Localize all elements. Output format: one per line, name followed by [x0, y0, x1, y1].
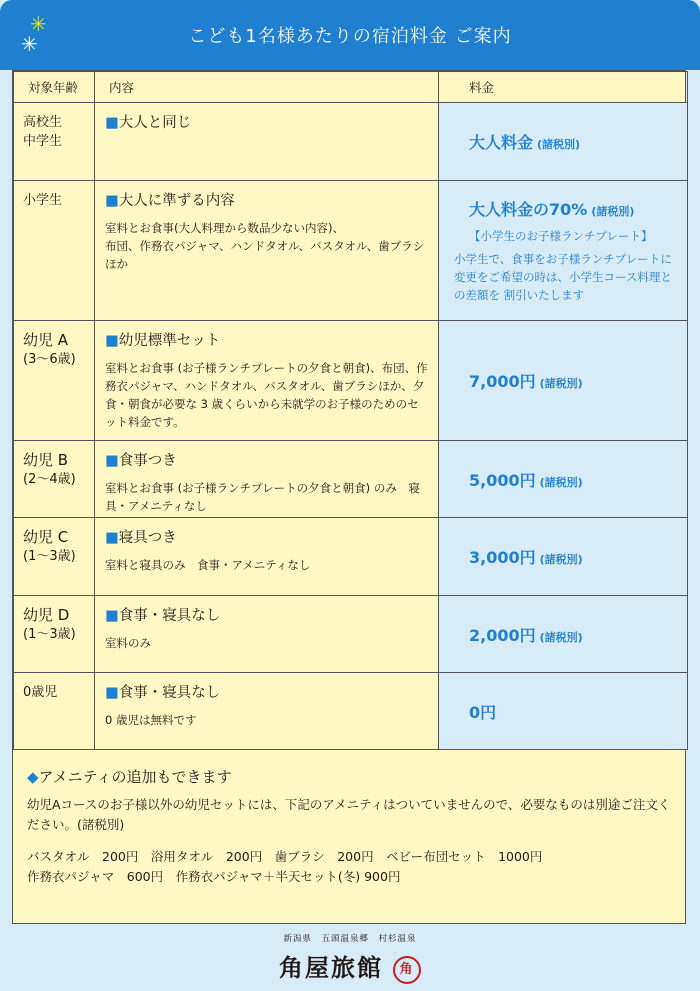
content-title: ■食事・寝具なし	[105, 685, 221, 701]
column-header-content: 内容	[95, 72, 439, 103]
price-panel	[12, 70, 686, 924]
content-cell	[95, 596, 439, 673]
price-value: 2,000円 (諸税別)	[469, 625, 583, 645]
logo-text: 角屋旅館	[279, 953, 383, 982]
price-table	[13, 71, 688, 750]
content-title: ■食事・寝具なし	[105, 608, 221, 624]
age-cell	[14, 518, 95, 596]
price-value: 大人料金 (諸税別)	[469, 133, 581, 152]
square-bullet-icon: ■	[105, 685, 119, 701]
table-row	[14, 673, 688, 750]
content-title: ■大人と同じ	[105, 115, 192, 131]
age-cell	[14, 103, 95, 181]
content-cell	[95, 673, 439, 750]
square-bullet-icon: ■	[105, 115, 119, 131]
diamond-bullet-icon: ◆	[27, 768, 39, 786]
age-cell	[14, 321, 95, 441]
age-range: (1〜3歳)	[23, 549, 76, 564]
amenity-section	[13, 746, 687, 887]
age-range: (2〜4歳)	[23, 472, 76, 487]
price-value: 0円	[469, 702, 497, 722]
content-cell	[95, 103, 439, 181]
square-bullet-icon: ■	[105, 608, 119, 624]
sparkle-icon: ✳	[30, 12, 48, 36]
price-value: 3,000円 (諸税別)	[469, 548, 583, 567]
content-title: ■食事つき	[105, 453, 177, 469]
square-bullet-icon: ■	[105, 193, 119, 209]
price-note-heading: 【小学生のお子様ランチプレート】	[469, 229, 653, 243]
table-row	[14, 596, 688, 673]
price-value: 5,000円 (諸税別)	[469, 470, 583, 490]
table-header-row	[14, 72, 688, 103]
price-cell	[439, 321, 688, 441]
content-description: 室料とお食事 (お子様ランチプレートの夕食と朝食) のみ 寝具・アメニティなし	[105, 481, 420, 513]
page-header	[0, 0, 700, 70]
content-cell	[95, 441, 439, 518]
age-cell	[14, 441, 95, 518]
age-label: 0歳児	[23, 685, 58, 700]
age-range: (3〜6歳)	[23, 352, 76, 367]
square-bullet-icon: ■	[105, 453, 119, 469]
square-bullet-icon: ■	[105, 333, 119, 349]
content-description: 0 歳児は無料です	[105, 713, 197, 727]
content-description: 室料と寝具のみ 食事・アメニティなし	[105, 558, 311, 572]
content-description: 室料とお食事 (お子様ランチプレートの夕食と朝食)、布団、作務衣パジャマ、ハンドタオル、バスタオル、歯ブラシほか、夕食・朝食が必要な 3 歳くらいから未就学のお子様のためのセット料金です。	[105, 361, 428, 429]
age-range: (1〜3歳)	[23, 627, 76, 642]
content-cell	[95, 518, 439, 596]
square-bullet-icon: ■	[105, 530, 119, 546]
age-label: 幼児 C	[23, 528, 69, 546]
logo-seal-icon: 角	[393, 956, 421, 984]
age-label: 高校生 中学生	[23, 115, 63, 149]
table-row	[14, 518, 688, 596]
table-row	[14, 103, 688, 181]
price-cell	[439, 103, 688, 181]
price-note: 小学生で、食事をお子様ランチプレートに変更をご希望の時は、小学生コース料理との差額を 割引いたします	[454, 252, 672, 302]
content-title: ■大人に準ずる内容	[105, 193, 235, 209]
amenity-description: 幼児Aコースのお子様以外の幼児セットには、下記のアメニティはついていませんので、必要なものは別途ご注文ください。(諸税別)	[27, 797, 671, 832]
content-cell	[95, 321, 439, 441]
amenity-title: ◆アメニティの追加もできます	[27, 768, 232, 786]
column-header-price: 料金	[439, 72, 688, 103]
age-cell	[14, 673, 95, 750]
column-header-age: 対象年齢	[14, 72, 95, 103]
content-description: 室料とお食事(大人料理から数品少ない内容)、 布団、作務衣パジャマ、ハンドタオル、バスタオル、歯ブラシ ほか	[105, 221, 425, 271]
page-title: こども1名様あたりの宿泊料金 ご案内	[188, 26, 512, 47]
age-cell	[14, 181, 95, 321]
price-value: 大人料金の70% (諸税別)	[469, 200, 635, 219]
age-cell	[14, 596, 95, 673]
price-value: 7,000円 (諸税別)	[469, 372, 583, 391]
amenity-price-list	[27, 847, 673, 887]
amenity-price-line: バスタオル 200円 浴用タオル 200円 歯ブラシ 200円 ベビー布団セット 1000円	[27, 849, 543, 864]
table-row	[14, 181, 688, 321]
price-cell	[439, 673, 688, 750]
footer-location: 新潟県 五頭温泉郷 村杉温泉	[283, 934, 417, 944]
price-cell	[439, 441, 688, 518]
ryokan-logo	[0, 948, 700, 984]
content-description: 室料のみ	[105, 636, 151, 650]
age-label: 幼児 D	[23, 606, 70, 624]
age-label: 幼児 B	[23, 451, 69, 469]
content-title: ■寝具つき	[105, 530, 177, 546]
age-label: 幼児 A	[23, 331, 69, 349]
price-cell	[439, 518, 688, 596]
table-row	[14, 321, 688, 441]
amenity-price-line: 作務衣パジャマ 600円 作務衣パジャマ＋半天セット(冬) 900円	[27, 869, 401, 884]
age-label: 小学生	[23, 193, 63, 208]
content-title: ■幼児標準セット	[105, 333, 221, 349]
price-cell	[439, 596, 688, 673]
sparkle-icon: ✳	[21, 32, 39, 56]
table-row	[14, 441, 688, 518]
price-cell	[439, 181, 688, 321]
content-cell	[95, 181, 439, 321]
